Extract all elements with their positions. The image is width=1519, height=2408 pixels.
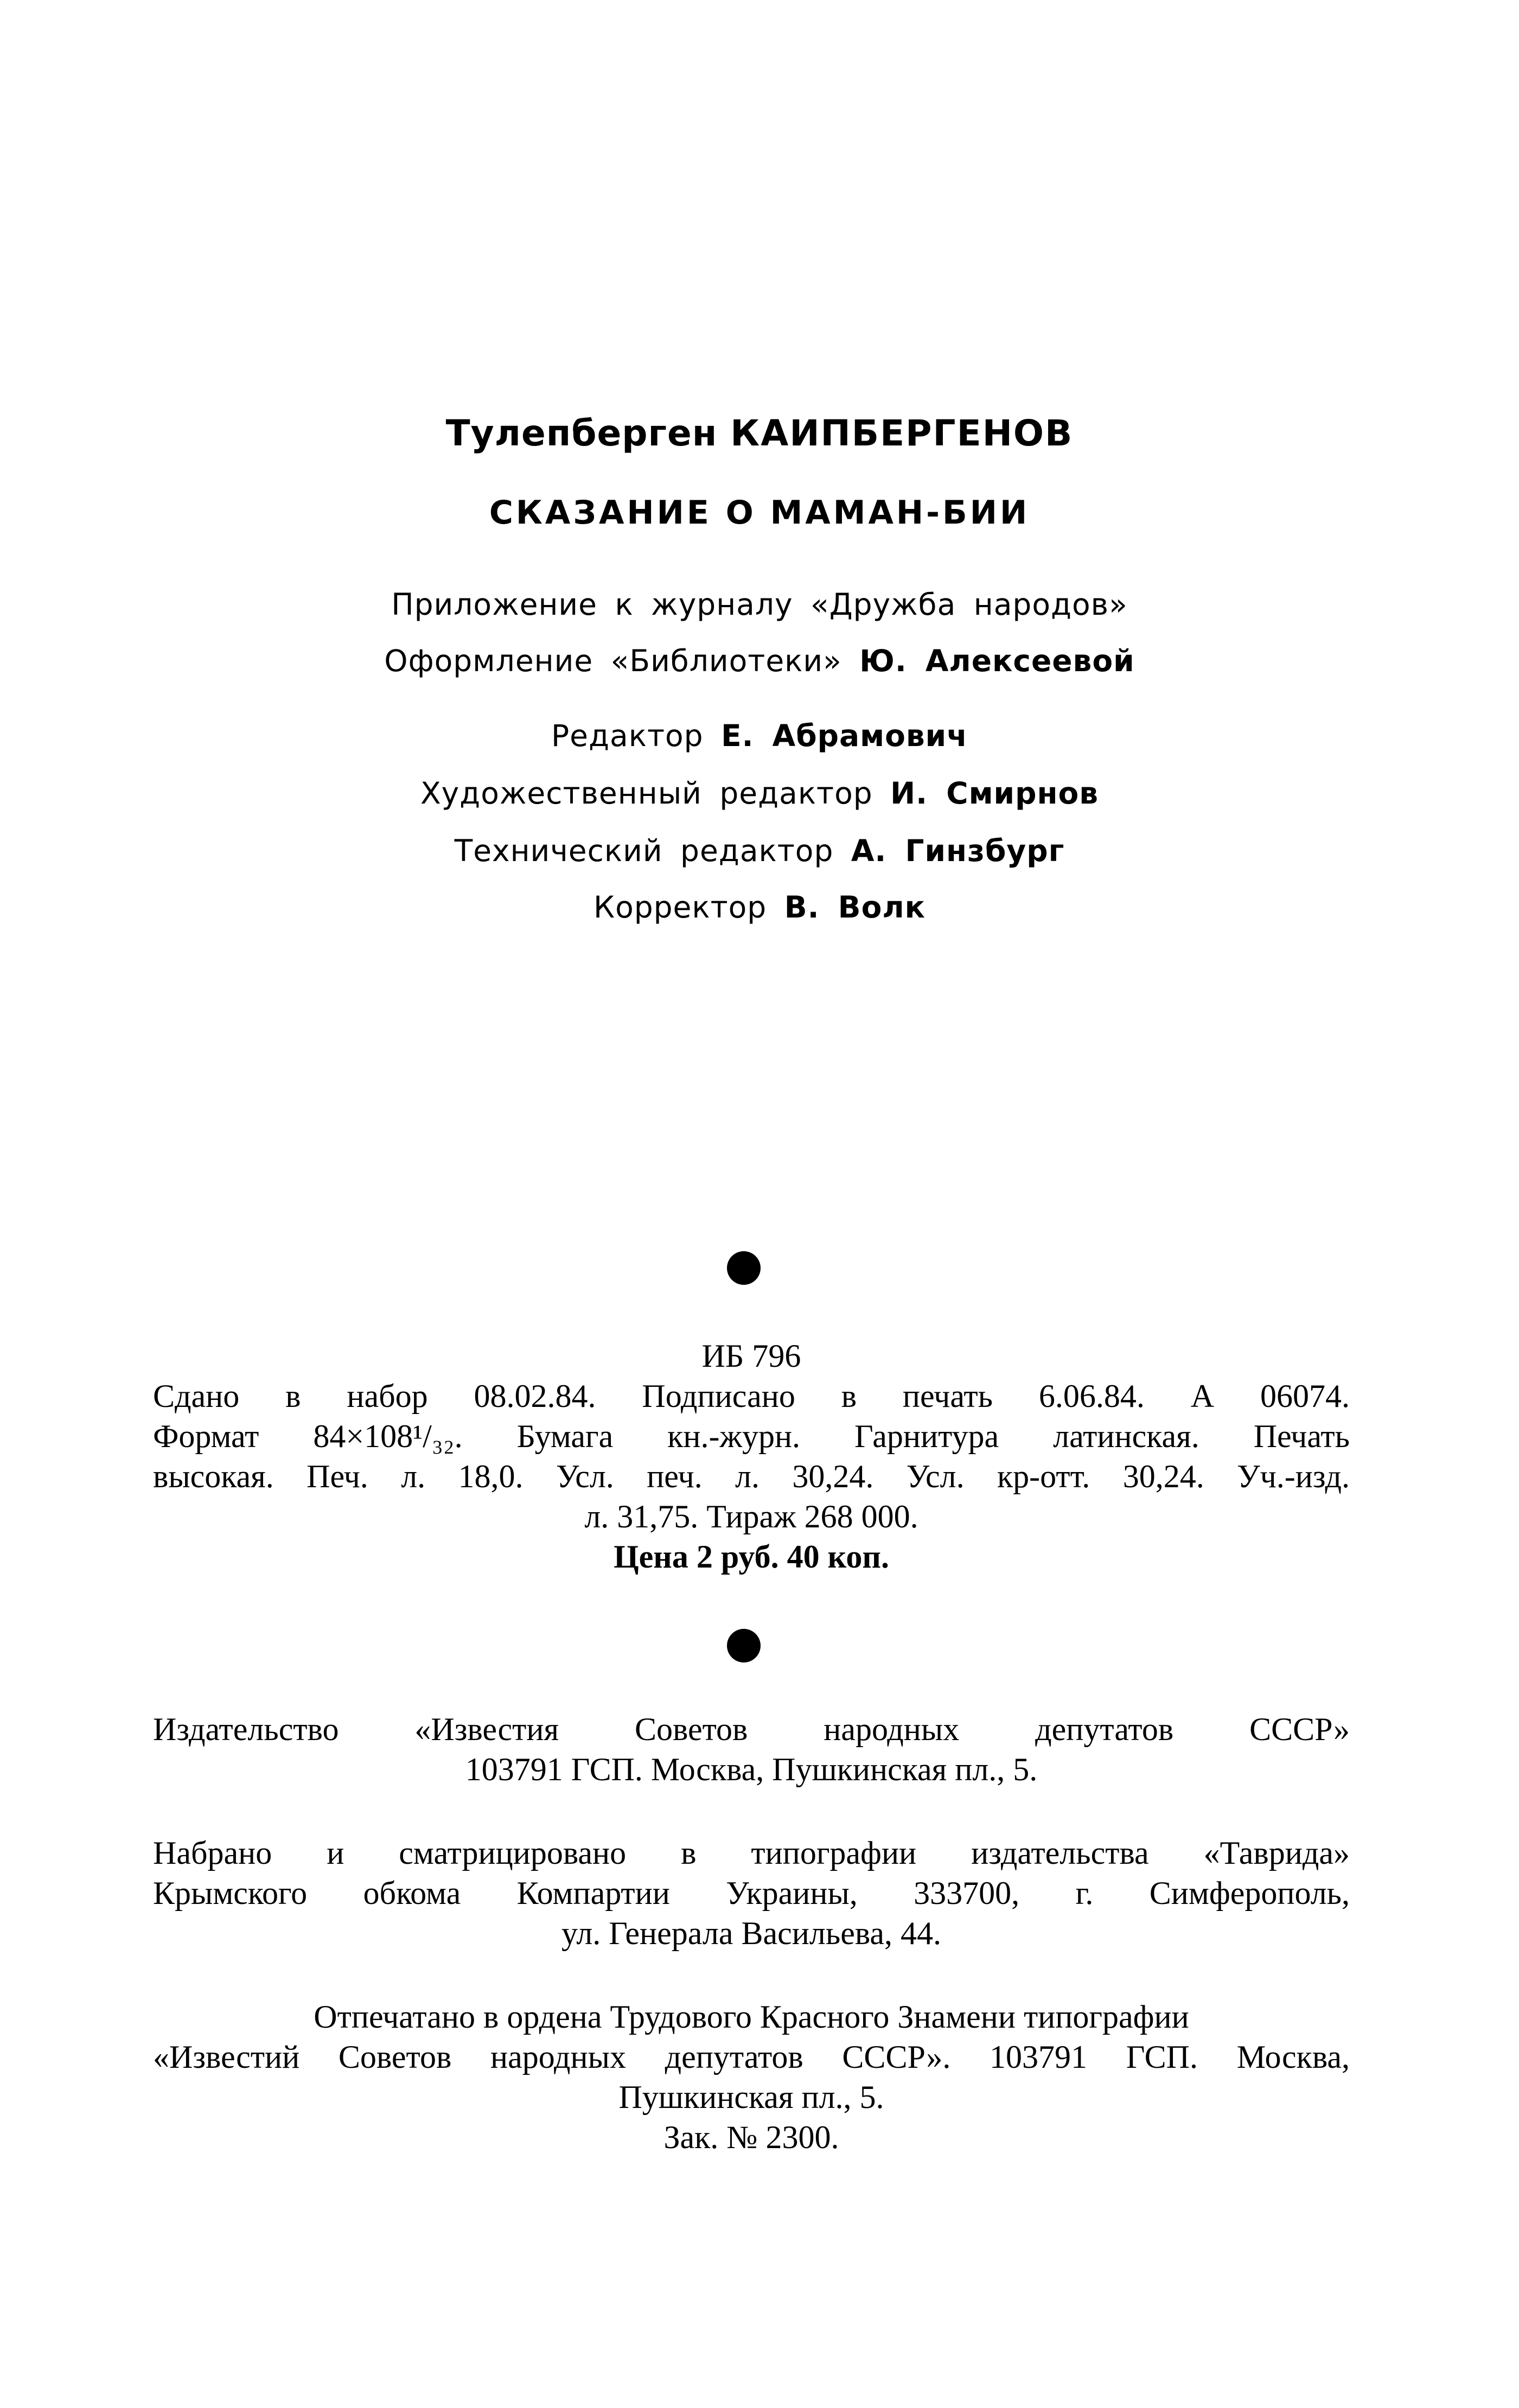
printing-line-2: «Известий Советов народных депутатов СССР». 103791 ГСП. Москва,: [153, 2039, 1350, 2075]
publisher-block: [153, 1709, 1350, 1789]
supplement-line: Приложение к журналу «Дружба народов»: [391, 587, 1128, 622]
printing-block: [153, 1997, 1350, 2157]
design-credit: [0, 644, 1519, 678]
art-editor-name: И. Смирнов: [890, 776, 1099, 811]
publisher-line-2: 103791 ГСП. Москва, Пушкинская пл., 5.: [465, 1751, 1038, 1787]
art-editor-label: Художественный редактор: [420, 776, 873, 811]
printing-line-1: Отпечатано в ордена Трудового Красного Знамени типографии: [314, 1999, 1189, 2035]
editor-name: Е. Абрамович: [721, 718, 968, 753]
design-name: Ю. Алексеевой: [859, 644, 1135, 678]
publisher-line-1: Издательство «Известия Советов народных депутатов СССР»: [153, 1711, 1350, 1747]
book-title: СКАЗАНИЕ О МАМАН-БИИ: [489, 494, 1030, 532]
tech-editor-credit: [0, 833, 1519, 868]
typesetting-line-3: ул. Генерала Васильева, 44.: [561, 1915, 942, 1951]
author-surname: КАИПБЕРГЕНОВ: [730, 412, 1074, 454]
imprint-block: [153, 1336, 1350, 1577]
imprint-line-4: л. 31,75. Тираж 268 000.: [584, 1499, 918, 1534]
imprint-line-1: Сдано в набор 08.02.84. Подписано в печать 6.06.84. А 06074.: [153, 1378, 1350, 1414]
author-line: [0, 412, 1519, 454]
order-number: Зак. № 2300.: [663, 2119, 839, 2155]
imprint-line-3: высокая. Печ. л. 18,0. Усл. печ. л. 30,24. Усл. кр-отт. 30,24. Уч.-изд.: [153, 1458, 1350, 1494]
tech-editor-label: Технический редактор: [454, 833, 834, 868]
proofreader-name: В. Волк: [784, 890, 926, 925]
art-editor-credit: [0, 776, 1519, 811]
proofreader-label: Корректор: [593, 890, 767, 925]
separator-dot-icon: [727, 1629, 761, 1662]
typesetting-line-1: Набрано и сматрицировано в типографии издательства «Таврида»: [153, 1835, 1350, 1871]
tech-editor-name: А. Гинзбург: [851, 833, 1065, 868]
typesetting-line-2: Крымского обкома Компартии Украины, 333700, г. Симферополь,: [153, 1875, 1350, 1911]
editor-label: Редактор: [551, 718, 704, 753]
editor-credit: [0, 718, 1519, 753]
proofreader-credit: [0, 890, 1519, 925]
design-label: Оформление «Библиотеки»: [384, 644, 842, 678]
typesetting-block: [153, 1833, 1350, 1953]
author-first-name: Тулепберген: [445, 412, 718, 454]
separator-dot-icon: [727, 1251, 761, 1285]
imprint-line-2: Формат 84×108¹/₃₂. Бумага кн.-журн. Гарнитура латинская. Печать: [153, 1418, 1350, 1454]
ib-number: ИБ 796: [701, 1338, 801, 1374]
price: Цена 2 руб. 40 коп.: [613, 1539, 889, 1575]
printing-line-3: Пушкинская пл., 5.: [618, 2079, 884, 2115]
